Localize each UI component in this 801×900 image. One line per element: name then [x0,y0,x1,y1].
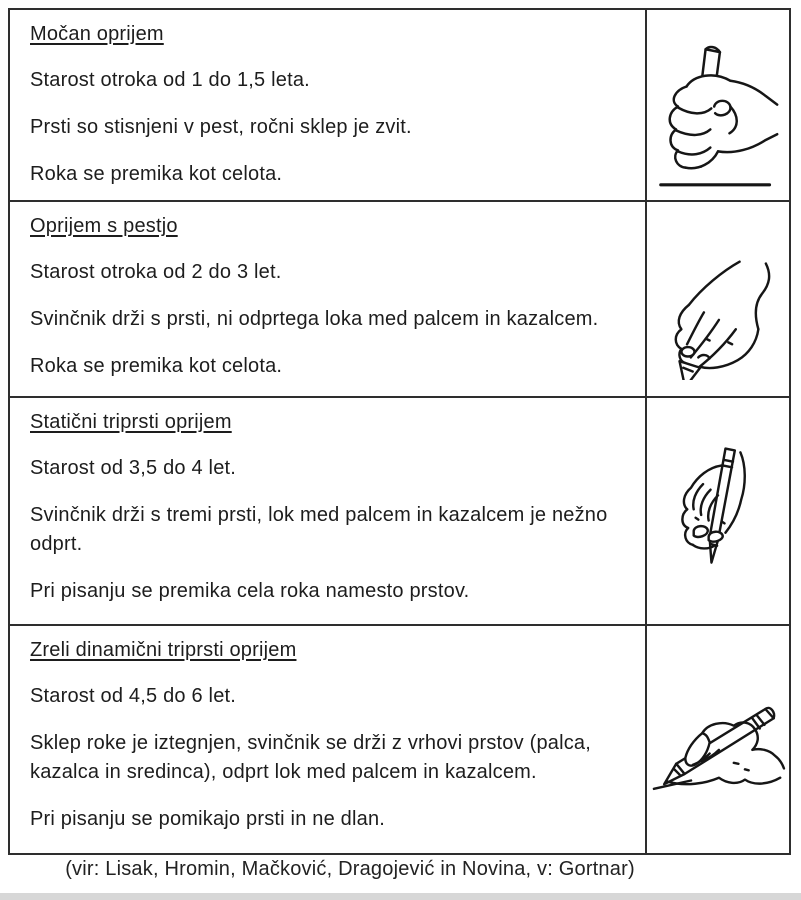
grip-paragraph: Pri pisanju se pomikajo prsti in ne dlan. [30,808,386,830]
palmar-grip-pencil-icon [657,256,779,380]
text-cell-mocan-oprijem [10,10,647,200]
table-row-staticni-triprsti-oprijem [10,398,789,626]
grip-paragraph: Svinčnik drži s tremi prsti, lok med palcem in kazalcem je nežno odprt. [30,504,608,555]
table-row-zreli-dinamicni-triprsti-oprijem [10,626,789,853]
pencil-grip-table [8,8,791,855]
grip-paragraph: Roka se premika kot celota. [30,163,283,185]
grip-paragraph: Pri pisanju se premika cela roka namesto prstov. [30,580,470,602]
text-cell-oprijem-s-pestjo [10,202,647,396]
grip-title: Oprijem s pestjo [30,215,178,237]
text-cell-zreli-dinamicni-triprsti-oprijem [10,626,647,853]
grip-paragraph: Starost od 4,5 do 6 let. [30,685,237,707]
grip-paragraph: Prsti so stisnjeni v pest, ročni sklep je zvit. [30,116,412,138]
grip-paragraph: Sklep roke je iztegnjen, svinčnik se drži z vrhovi prstov (palca, kazalca in sredinca), odprt lok med palcem in kazalcem. [30,732,592,783]
footer-gray-strip [0,893,801,900]
table-row-oprijem-s-pestjo [10,202,789,398]
grip-paragraph: Svinčnik drži s prsti, ni odprtega loka med palcem in kazalcem. [30,308,599,330]
grip-paragraph: Starost od 3,5 do 4 let. [30,457,237,479]
table-row-mocan-oprijem [10,10,789,202]
illustration-cell-dynamic-tripod-grip [647,626,789,853]
fist-grip-pencil-icon [655,41,781,195]
grip-title: Močan oprijem [30,23,164,45]
grip-title: Statični triprsti oprijem [30,411,232,433]
grip-paragraph: Starost otroka od 2 do 3 let. [30,261,282,283]
text-cell-staticni-triprsti-oprijem [10,398,647,624]
illustration-cell-palmar-grip [647,202,789,396]
illustration-cell-static-tripod-grip [647,398,789,624]
source-citation: (vir: Lisak, Hromin, Mačković, Dragojević in Novina, v: Gortnar) [65,858,635,880]
dynamic-tripod-grip-pencil-icon [648,696,788,800]
grip-paragraph: Starost otroka od 1 do 1,5 leta. [30,69,310,91]
grip-paragraph: Roka se premika kot celota. [30,355,283,377]
static-tripod-grip-pencil-icon [673,443,763,585]
illustration-cell-fist-grip [647,10,789,200]
grip-title: Zreli dinamični triprsti oprijem [30,639,297,661]
